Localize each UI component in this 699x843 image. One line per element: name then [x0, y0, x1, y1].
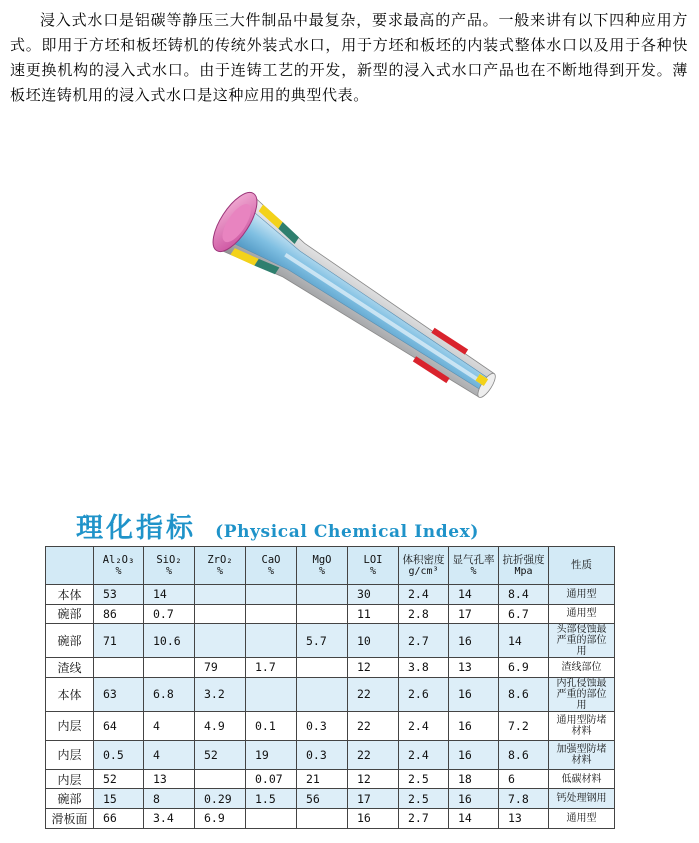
value-cell: 14 — [449, 808, 499, 828]
value-cell: 16 — [449, 677, 499, 711]
value-cell: 6.7 — [499, 604, 549, 624]
value-cell: 71 — [94, 624, 144, 658]
value-cell: 6 — [499, 769, 549, 789]
value-cell — [297, 604, 348, 624]
value-cell: 10 — [348, 624, 399, 658]
property-cell: 通用型 — [549, 604, 615, 624]
value-cell: 3.4 — [144, 808, 195, 828]
value-cell: 21 — [297, 769, 348, 789]
value-cell — [297, 585, 348, 605]
index-heading-en: (Physical Chemical Index) — [215, 522, 480, 542]
table-row — [46, 585, 615, 605]
property-cell: 头部侵蚀最严重的部位用 — [549, 624, 615, 658]
property-cell: 加强型防堵材料 — [549, 740, 615, 769]
property-cell: 低碳材料 — [549, 769, 615, 789]
intro-paragraph: 浸入式水口是铝碳等静压三大件制品中最复杂，要求最高的产品。一般来讲有以下四种应用方式。即用于方坯和板坯铸机的传统外装式水口，用于方坯和板坯的内装式整体水口以及用于各种快速更换机构的浸入式水口。由于连铸工艺的开发，新型的浸入式水口产品也在不断地得到开发。薄板坯连铸机用的浸入式水口是这种应用的典型代表。 — [10, 11, 688, 104]
value-cell: 12 — [348, 769, 399, 789]
value-cell: 52 — [94, 769, 144, 789]
table-row — [46, 658, 615, 678]
value-cell — [297, 808, 348, 828]
header-cell: 显气孔率 % — [449, 547, 499, 585]
value-cell: 6.9 — [499, 658, 549, 678]
header-cell: MgO % — [297, 547, 348, 585]
value-cell: 4 — [144, 740, 195, 769]
row-label: 碗部 — [46, 624, 94, 658]
value-cell: 79 — [195, 658, 246, 678]
value-cell: 56 — [297, 789, 348, 809]
value-cell: 3.8 — [399, 658, 449, 678]
value-cell — [195, 585, 246, 605]
property-cell: 钙处理钢用 — [549, 789, 615, 809]
table-row — [46, 740, 615, 769]
value-cell: 13 — [144, 769, 195, 789]
value-cell: 5.7 — [297, 624, 348, 658]
value-cell: 18 — [449, 769, 499, 789]
value-cell: 2.7 — [399, 808, 449, 828]
value-cell: 8.4 — [499, 585, 549, 605]
value-cell — [246, 808, 297, 828]
value-cell: 8 — [144, 789, 195, 809]
header-cell: 体积密度 g/cm³ — [399, 547, 449, 585]
header-cell: CaO % — [246, 547, 297, 585]
value-cell — [246, 585, 297, 605]
table-row — [46, 789, 615, 809]
property-cell: 通用型防堵材料 — [549, 711, 615, 740]
value-cell: 12 — [348, 658, 399, 678]
row-label: 碗部 — [46, 789, 94, 809]
row-label: 内层 — [46, 769, 94, 789]
value-cell: 6.8 — [144, 677, 195, 711]
index-heading — [76, 506, 479, 545]
value-cell: 0.5 — [94, 740, 144, 769]
value-cell — [297, 658, 348, 678]
value-cell: 16 — [449, 711, 499, 740]
table-row — [46, 624, 615, 658]
value-cell — [195, 769, 246, 789]
index-heading-cn: 理化指标 — [76, 513, 196, 544]
value-cell: 2.5 — [399, 769, 449, 789]
value-cell: 8.6 — [499, 740, 549, 769]
value-cell — [94, 658, 144, 678]
value-cell: 17 — [449, 604, 499, 624]
value-cell: 2.4 — [399, 740, 449, 769]
value-cell: 16 — [348, 808, 399, 828]
value-cell: 0.7 — [144, 604, 195, 624]
property-cell: 渣线部位 — [549, 658, 615, 678]
value-cell: 13 — [449, 658, 499, 678]
property-cell: 通用型 — [549, 585, 615, 605]
value-cell: 19 — [246, 740, 297, 769]
table-row — [46, 808, 615, 828]
value-cell: 11 — [348, 604, 399, 624]
header-cell: 抗折强度 Mpa — [499, 547, 549, 585]
value-cell: 14 — [449, 585, 499, 605]
value-cell: 2.4 — [399, 585, 449, 605]
value-cell: 17 — [348, 789, 399, 809]
value-cell — [246, 624, 297, 658]
table-header-row — [46, 547, 615, 585]
value-cell: 16 — [449, 789, 499, 809]
header-cell: LOI % — [348, 547, 399, 585]
table-row — [46, 769, 615, 789]
row-label: 内层 — [46, 740, 94, 769]
value-cell: 0.07 — [246, 769, 297, 789]
value-cell — [195, 604, 246, 624]
value-cell — [246, 604, 297, 624]
row-label: 渣线 — [46, 658, 94, 678]
value-cell: 30 — [348, 585, 399, 605]
value-cell: 14 — [499, 624, 549, 658]
header-cell — [46, 547, 94, 585]
value-cell: 2.6 — [399, 677, 449, 711]
value-cell: 22 — [348, 711, 399, 740]
row-label: 内层 — [46, 711, 94, 740]
value-cell: 52 — [195, 740, 246, 769]
value-cell: 7.8 — [499, 789, 549, 809]
value-cell: 16 — [449, 740, 499, 769]
value-cell: 63 — [94, 677, 144, 711]
value-cell: 0.29 — [195, 789, 246, 809]
value-cell: 53 — [94, 585, 144, 605]
value-cell: 2.7 — [399, 624, 449, 658]
value-cell: 4 — [144, 711, 195, 740]
value-cell: 66 — [94, 808, 144, 828]
row-label: 本体 — [46, 585, 94, 605]
submerged-nozzle-illustration — [195, 180, 540, 480]
value-cell: 13 — [499, 808, 549, 828]
value-cell — [195, 624, 246, 658]
property-cell: 通用型 — [549, 808, 615, 828]
value-cell: 3.2 — [195, 677, 246, 711]
physical-chemical-index-table — [45, 546, 615, 829]
value-cell: 0.3 — [297, 740, 348, 769]
value-cell — [144, 658, 195, 678]
value-cell: 22 — [348, 677, 399, 711]
value-cell: 6.9 — [195, 808, 246, 828]
row-label: 本体 — [46, 677, 94, 711]
table-row — [46, 677, 615, 711]
value-cell — [246, 677, 297, 711]
value-cell: 22 — [348, 740, 399, 769]
value-cell: 0.3 — [297, 711, 348, 740]
value-cell: 4.9 — [195, 711, 246, 740]
value-cell: 14 — [144, 585, 195, 605]
value-cell: 2.4 — [399, 711, 449, 740]
header-cell: SiO₂ % — [144, 547, 195, 585]
property-cell: 内孔侵蚀最严重的部位用 — [549, 677, 615, 711]
value-cell: 10.6 — [144, 624, 195, 658]
value-cell: 1.5 — [246, 789, 297, 809]
header-cell: ZrO₂ % — [195, 547, 246, 585]
table-row — [46, 711, 615, 740]
value-cell: 1.7 — [246, 658, 297, 678]
row-label: 碗部 — [46, 604, 94, 624]
value-cell: 0.1 — [246, 711, 297, 740]
value-cell: 16 — [449, 624, 499, 658]
value-cell: 2.5 — [399, 789, 449, 809]
value-cell — [297, 677, 348, 711]
table-row — [46, 604, 615, 624]
value-cell: 15 — [94, 789, 144, 809]
value-cell: 2.8 — [399, 604, 449, 624]
value-cell: 7.2 — [499, 711, 549, 740]
header-cell: 性质 — [549, 547, 615, 585]
row-label: 滑板面 — [46, 808, 94, 828]
value-cell: 8.6 — [499, 677, 549, 711]
value-cell: 64 — [94, 711, 144, 740]
value-cell: 86 — [94, 604, 144, 624]
header-cell: Al₂O₃ % — [94, 547, 144, 585]
